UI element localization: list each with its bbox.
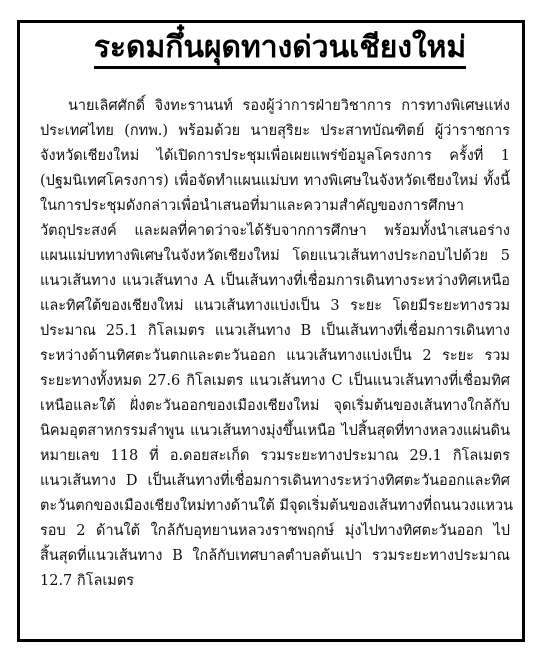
body-line: นิคมอุตสาหกรรมลำพูน แนวเส้นทางมุ่งขึ้นเหนือ ไปสิ้นสุดที่ทางหลวงแผ่นดิน	[40, 423, 510, 439]
body-line: ประมาณ 25.1 กิโลเมตร แนวเส้นทาง B เป็นเส้นทางที่เชื่อมการเดินทาง	[40, 323, 510, 339]
body-line: จังหวัดเชียงใหม่ ได้เปิดการประชุมเพื่อเผยแพร่ข้อมูลโครงการ ครั้งที่ 1	[40, 148, 510, 164]
body-line: แนวเส้นทาง แนวเส้นทาง A เป็นเส้นทางที่เชื่อมการเดินทางระหว่างทิศเหนือ	[40, 273, 510, 289]
body-line: วัตถุประสงค์ และผลที่คาดว่าจะได้รับจากการศึกษา พร้อมทั้งนำเสนอร่าง	[40, 223, 510, 239]
body-line: (ปฐมนิเทศโครงการ) เพื่อจัดทำแผนแม่บท ทางพิเศษในจังหวัดเชียงใหม่ ทั้งนี้	[40, 173, 510, 189]
body-line: ประเทศไทย (กทพ.) พร้อมด้วย นายสุริยะ ประสาทบัณฑิตย์ ผู้ว่าราชการ	[40, 123, 510, 139]
body-line: ตะวันตกของเมืองเชียงใหม่ทางด้านใต้ มีจุดเริ่มต้นของเส้นทางที่ถนนวงแหวน	[40, 498, 514, 514]
body-line: แผนแม่บททางพิเศษในจังหวัดเชียงใหม่ โดยแนวเส้นทางประกอบไปด้วย 5	[40, 248, 510, 264]
headline-text: ระดมกึ๋นผุดทางด่วนเชียงใหม่	[94, 30, 466, 69]
article-body	[40, 94, 514, 594]
body-line: ระหว่างด้านทิศตะวันตกและตะวันออก แนวเส้นทางแบ่งเป็น 2 ระยะ รวม	[40, 348, 510, 364]
body-line: รอบ 2 ด้านใต้ ใกล้กับอุทยานหลวงราชพฤกษ์ มุ่งไปทางทิศตะวันออก ไป	[40, 523, 510, 539]
body-line: และทิศใต้ของเชียงใหม่ แนวเส้นทางแบ่งเป็น 3 ระยะ โดยมีระยะทางรวม	[40, 298, 510, 314]
body-line: สิ้นสุดที่แนวเส้นทาง B ใกล้กับเทศบาลตำบลต้นเปา รวมระยะทางประมาณ	[40, 548, 510, 564]
body-line: หมายเลข 118 ที่ อ.ดอยสะเก็ด รวมระยะทางประมาณ 29.1 กิโลเมตร	[40, 448, 510, 464]
body-line: ในการประชุมดังกล่าวเพื่อนำเสนอที่มาและความสำคัญของการศึกษา	[40, 198, 464, 214]
body-line: ระยะทางทั้งหมด 27.6 กิโลเมตร แนวเส้นทาง C เป็นแนวเส้นทางที่เชื่อมทิศ	[40, 373, 510, 389]
body-line: 12.7 กิโลเมตร	[40, 573, 135, 589]
body-line: นายเลิศศักดิ์ จิงทะรานนท์ รองผู้ว่าการฝ่ายวิชาการ การทางพิเศษแห่ง	[68, 98, 510, 114]
body-line: แนวเส้นทาง D เป็นเส้นทางที่เชื่อมการเดินทางระหว่างทิศตะวันออกและทิศ	[40, 473, 510, 489]
headline	[0, 28, 560, 68]
body-line: เหนือและใต้ ฝั่งตะวันออกของเมืองเชียงใหม่ จุดเริ่มต้นของเส้นทางใกล้กับ	[40, 398, 510, 414]
